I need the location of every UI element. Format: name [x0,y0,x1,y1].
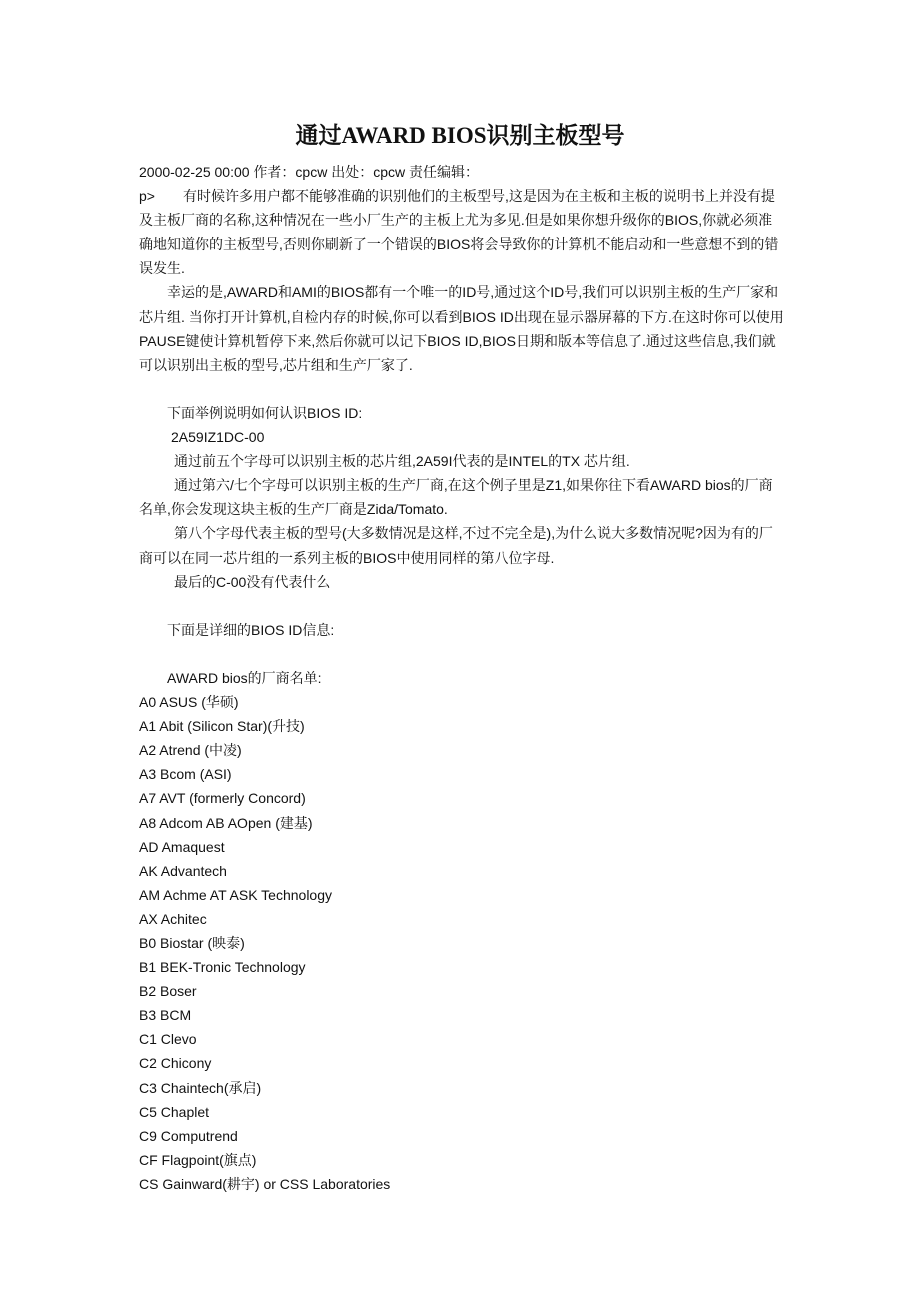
explain-manufacturer: 通过第六/七个字母可以识别主板的生产厂商,在这个例子里是Z1,如果你往下看AWARD bios的厂商名单,你会发现这块主板的生产厂商是Zida/Tomato. [139,477,773,518]
blank-line [139,594,784,618]
vendor-item: B3 BCM [139,1007,192,1024]
document-body [139,160,784,1196]
vendor-item: C9 Computrend [139,1127,238,1144]
example-intro: 下面举例说明如何认识BIOS ID: [167,404,363,421]
vendor-item: A0 ASUS (华硕) [139,694,239,711]
vendor-item: A3 Bcom (ASI) [139,766,232,783]
vendor-item: CS Gainward(耕宇) or CSS Laboratories [139,1175,391,1192]
paragraph-prefix: p> [139,188,155,205]
vendor-item: A7 AVT (formerly Concord) [139,790,306,807]
explain-model: 第八个字母代表主板的型号(大多数情况是这样,不过不完全是),为什么说大多数情况呢?因为有的厂商可以在同一芯片组的一系列主板的BIOS中使用同样的第八位字母. [139,525,773,566]
vendor-item: AK Advantech [139,862,227,879]
details-intro: 下面是详细的BIOS ID信息: [167,621,335,638]
vendor-item: C3 Chaintech(承启) [139,1079,262,1096]
blank-line [139,377,784,401]
vendor-item: B1 BEK-Tronic Technology [139,959,306,976]
explain-chipset: 通过前五个字母可以识别主板的芯片组,2A59I代表的是INTEL的TX 芯片组. [174,453,630,470]
example-id: 2A59IZ1DC-00 [171,429,265,446]
vendor-item: A8 Adcom AB AOpen (建基) [139,814,313,831]
meta-line: 2000-02-25 00:00 作者：cpcw 出处：cpcw 责任编辑： [139,164,479,180]
vendor-item: AX Achitec [139,910,207,927]
vendor-item: AM Achme AT ASK Technology [139,886,332,903]
vendor-list [139,690,784,1196]
vendor-item: B2 Boser [139,983,197,1000]
vendor-item: C5 Chaplet [139,1103,210,1120]
vendor-list-title: AWARD bios的厂商名单: [167,669,322,686]
document-title: 通过AWARD BIOS识别主板型号 [295,123,625,148]
vendor-item: C1 Clevo [139,1031,197,1048]
vendor-item: A2 Atrend (中凌) [139,742,242,759]
vendor-item: C2 Chicony [139,1055,212,1072]
paragraph-intro [139,184,784,280]
blank-line [139,642,784,666]
vendor-item: B0 Biostar (映泰) [139,935,245,951]
vendor-item: CF Flagpoint(旗点) [139,1151,257,1168]
vendor-item: A1 Abit (Silicon Star)(升技) [139,718,305,735]
explain-suffix: 最后的C-00没有代表什么 [174,573,331,590]
paragraph-fortunately: 幸运的是,AWARD和AMI的BIOS都有一个唯一的ID号,通过这个ID号,我们可以识别主板的生产厂家和芯片组. 当你打开计算机,自检内存的时候,你可以看到BIOS ID出现在显示器屏幕的下方.在这时你可以使用PAUSE键使计算机暂停下来,然后你就可以记下BIOS ID,BIOS日期和版本等信息了.通过这些信息,我们就可以识别出主板的型号,芯片组和生产厂家了. [139,284,784,373]
paragraph-intro-text: 有时候许多用户都不能够准确的识别他们的主板型号,这是因为在主板和主板的说明书上并没有提及主板厂商的名称,这种情况在一些小厂生产的主板上尤为多见.但是如果你想升级你的BIOS,你就必须准确地知道你的主板型号,否则你刷新了一个错误的BIOS将会导致你的计算机不能启动和一些意想不到的错误发生. [139,188,779,277]
vendor-item: AD Amaquest [139,838,225,855]
